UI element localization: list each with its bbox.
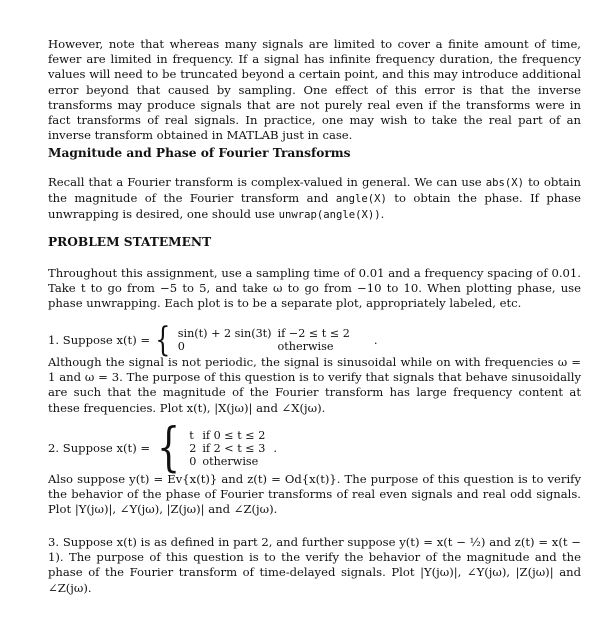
left-brace: { <box>155 320 171 360</box>
case-row <box>189 455 271 468</box>
case-row <box>178 327 356 340</box>
q2-lead: 2. Suppose x(t) = <box>48 441 151 455</box>
q3-body: 3. Suppose x(t) is as defined in part 2, and further suppose y(t) = x(t − ½) and z(t) = x(t − 1). The purpose of this question is to the verify the behavior of the magnitude and the phase of the Fourier transform of time-delayed signals. Plot |Y(jω)|, ∠Y(jω), |Z(jω)| and ∠Z(jω). <box>48 535 581 595</box>
case-expr: t <box>189 428 194 442</box>
case-row <box>178 340 356 353</box>
q1-cases <box>178 327 356 353</box>
q2-body: Also suppose y(t) = Ev{x(t)} and z(t) = Od{x(t)}. The purpose of this question is to verify the behavior of the phase of Fourier transforms of real even signals and real odd signals. Plot |Y(jω)|, ∠Y(jω), |Z(jω)| and ∠Z(jω). <box>48 472 581 517</box>
text-segment: . <box>380 207 385 222</box>
text-segment: to obtain the magnitude of the Fourier transform and <box>48 175 581 206</box>
case-expr: 0 <box>177 340 185 353</box>
q1-tail: . <box>373 333 378 347</box>
case-cond: if −2 ≤ t ≤ 2 <box>277 327 350 340</box>
q2-cases <box>189 429 271 468</box>
q1-definition <box>48 320 581 360</box>
section-heading-problem-statement: PROBLEM STATEMENT <box>48 235 212 249</box>
case-row <box>189 442 271 455</box>
q2-definition <box>48 418 581 478</box>
code-unwrap: unwrap(angle(X)) <box>278 209 381 222</box>
case-expr: sin(t) + 2 sin(3t) <box>177 327 272 340</box>
section-heading-magnitude-phase: Magnitude and Phase of Fourier Transforms <box>48 146 351 160</box>
magnitude-phase-paragraph <box>48 175 581 224</box>
case-cond: otherwise <box>202 454 259 468</box>
q1-body: Although the signal is not periodic, the signal is sinusoidal while on with frequencies ω = 1 and ω = 3. The purpose of this question is to verify that signals that behave sinusoidally are such that the magnitude of the Fourier transform has large frequency content at these frequencies. Plot x(t), |X(jω)| and ∠X(jω). <box>48 355 581 415</box>
text-segment: Recall that a Fourier transform is complex-valued in general. We can use <box>48 175 486 189</box>
intro-paragraph: However, note that whereas many signals are limited to cover a finite amount of time, fewer are limited in frequency. If a signal has infinite frequency duration, the frequency values will need to be truncated beyond a certain point, and this may introduce additional error beyond that caused by sampling. One effect of this error is that the inverse transforms may produce signals that are not purely real even if the transforms were in fact transforms of real signals. In practice, one may wish to take the real part of an inverse transform obtained in MATLAB just in case. <box>48 37 581 143</box>
text-segment: to obtain the phase. If phase unwrapping is desired, one should use <box>48 191 581 222</box>
left-brace: { <box>157 418 181 478</box>
case-cond: if 0 ≤ t ≤ 2 <box>202 428 266 442</box>
code-abs: abs(X) <box>485 177 525 189</box>
case-expr: 2 <box>189 441 197 455</box>
q1-lead: 1. Suppose x(t) = <box>48 333 151 347</box>
case-row <box>189 429 271 442</box>
problem-statement-paragraph: Throughout this assignment, use a sampling time of 0.01 and a frequency spacing of 0.01. Take t to go from −5 to 5, and take ω to go from −10 to 10. When plotting phase, use phase unwrapping. Each plot is to be a separate plot, appropriately labeled, etc. <box>48 266 581 311</box>
case-expr: 0 <box>189 454 197 468</box>
code-angle: angle(X) <box>335 193 387 206</box>
case-cond: if 2 < t ≤ 3 <box>202 441 266 455</box>
q2-tail: . <box>273 441 278 455</box>
case-cond: otherwise <box>277 340 334 353</box>
